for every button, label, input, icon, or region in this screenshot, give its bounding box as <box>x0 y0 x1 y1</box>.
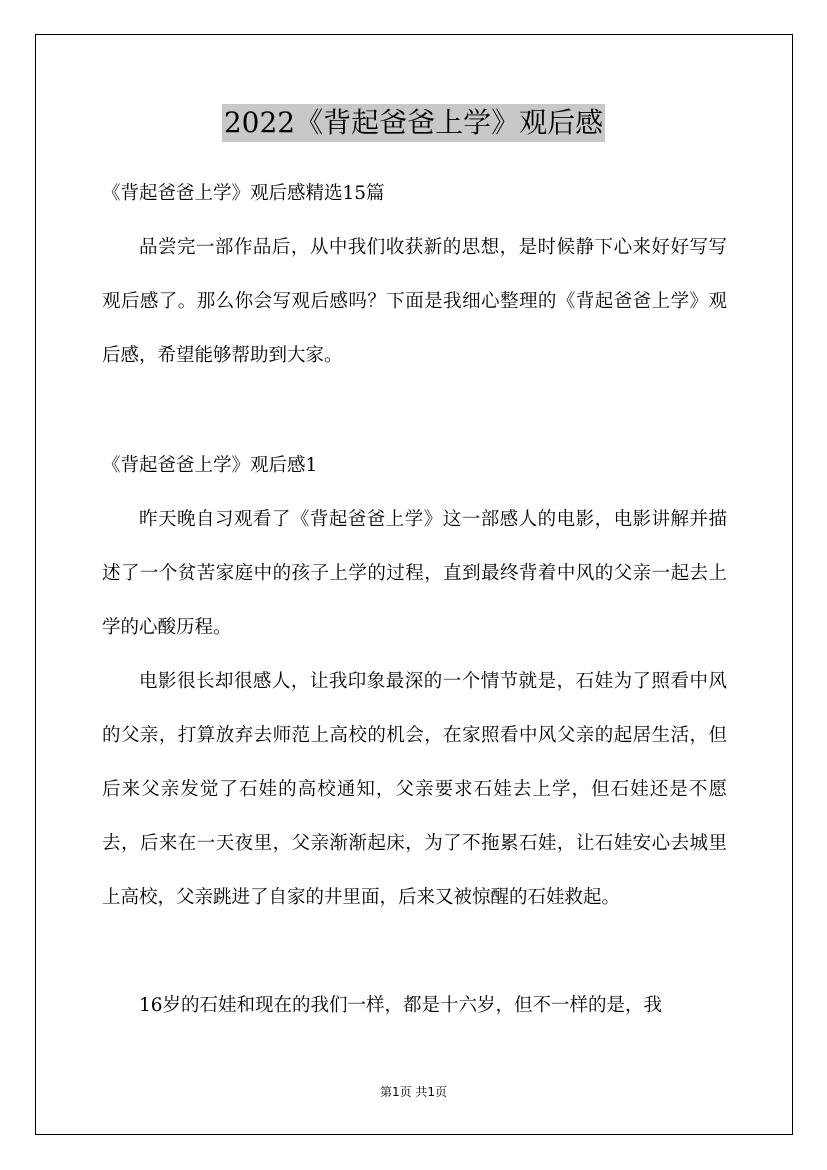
document-title: 2022《背起爸爸上学》观后感 <box>222 104 605 142</box>
section-heading: 《背起爸爸上学》观后感1 <box>102 455 318 476</box>
paragraph-3-text: 16岁的石娃和现在的我们一样，都是十六岁，但不一样的是，我 <box>139 995 663 1016</box>
intro-paragraph <box>102 221 727 383</box>
paragraph-1 <box>102 493 727 655</box>
paragraph-3 <box>102 979 727 1033</box>
paragraph-1-text: 昨天晚自习观看了《背起爸爸上学》这一部感人的电影，电影讲解并描述了一个贫苦家庭中的孩子上学的过程，直到最终背着中风的父亲一起去上学的心酸历程。 <box>102 509 727 638</box>
title-container <box>0 104 827 142</box>
paragraph-2-text: 电影很长却很感人，让我印象最深的一个情节就是，石娃为了照看中风的父亲，打算放弃去师范上高校的机会，在家照看中风父亲的起居生活，但后来父亲发觉了石娃的高校通知，父亲要求石娃去上学，但石娃还是不愿去，后来在一天夜里，父亲渐渐起床，为了不拖累石娃，让石娃安心去城里上高校，父亲跳进了自家的井里面，后来又被惊醒的石娃救起。 <box>102 671 727 908</box>
paragraph-2 <box>102 655 727 925</box>
subtitle: 《背起爸爸上学》观后感精选15篇 <box>102 183 385 204</box>
intro-text: 品尝完一部作品后，从中我们收获新的思想，是时候静下心来好好写写观后感了。那么你会写观后感吗？下面是我细心整理的《背起爸爸上学》观后感，希望能够帮助到大家。 <box>102 237 727 366</box>
page-footer: 第1页 共1页 <box>379 1085 448 1099</box>
